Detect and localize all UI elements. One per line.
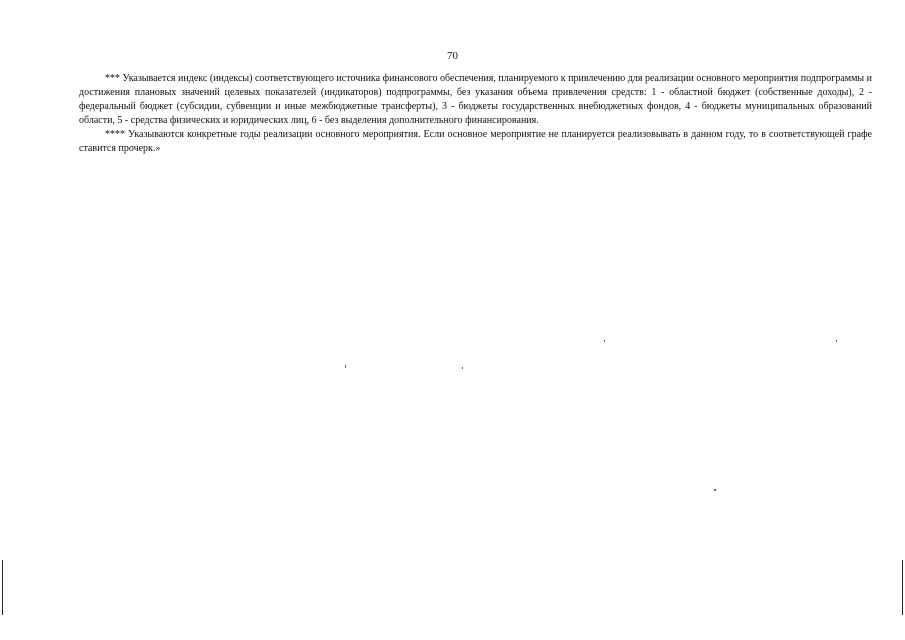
scan-speck (604, 340, 605, 342)
scan-speck (345, 365, 346, 368)
scan-speck (836, 340, 837, 342)
scan-edge-left (2, 560, 3, 615)
page-number: 70 (447, 50, 458, 62)
scan-speck (462, 367, 463, 369)
scan-speck (714, 489, 716, 491)
scan-edge-right (902, 560, 903, 615)
footnote-implementation-years: **** Указываются конкретные годы реализации основного мероприятия. Если основное мероприятие не планируется реализовывать в данном году, то в соответствующей графе ставится прочерк.» (79, 129, 872, 154)
footnote-funding-sources: *** Указывается индекс (индексы) соответствующего источника финансового обеспечения, планируемого к привлечению для реализации основного мероприятия подпрограммы и достижения плановых значений целевых показателей (индикаторов) подпрограммы, без указания объема привлечения средств: 1 - областной бюджет (собственные доходы), 2 - федеральный бюджет (субсидии, субвенции и иные межбюджетные трансферты), 3 - бюджеты государственных внебюджетных фондов, 4 - бюджеты муниципальных образований области, 5 - средства физических и юридических лиц, 6 - без выделения дополнительного финансирования. (79, 73, 872, 126)
footnotes (79, 72, 872, 156)
